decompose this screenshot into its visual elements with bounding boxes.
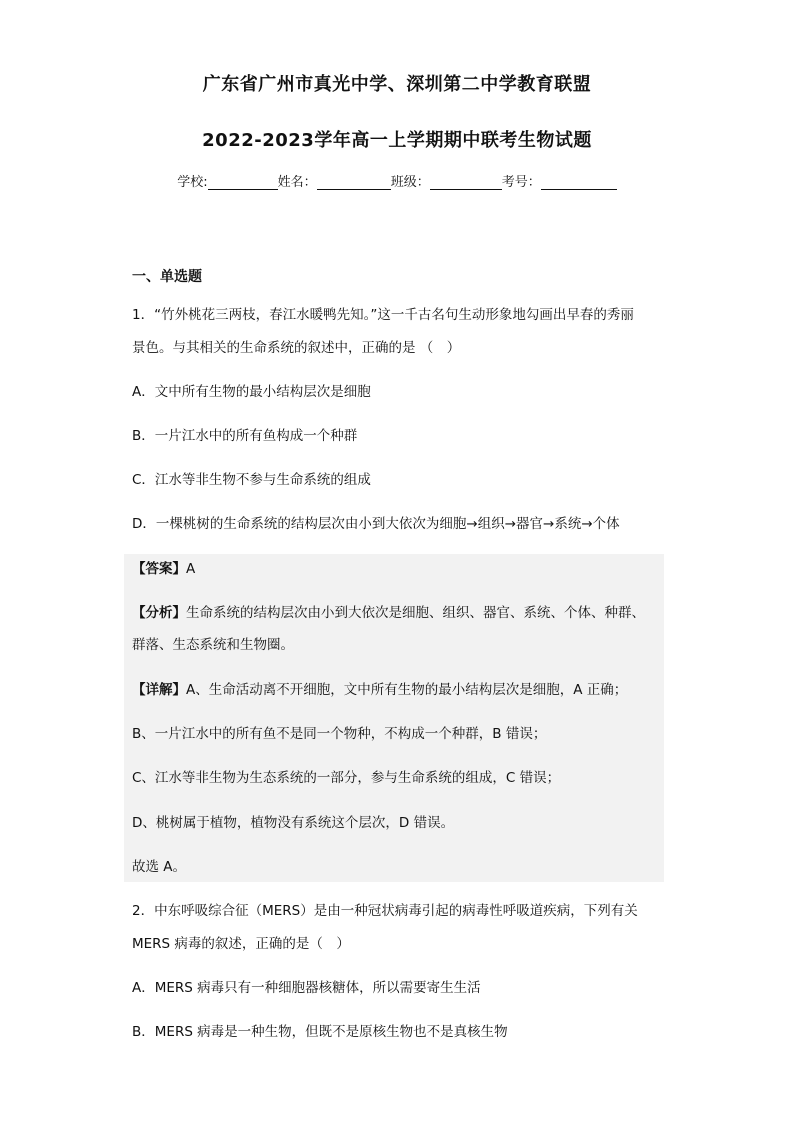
q2-stem-line2: MERS 病毒的叙述，正确的是（ ）	[132, 936, 350, 952]
detail-b: B、一片江水中的所有鱼不是同一个物种，不构成一个种群，B 错误；	[132, 726, 547, 742]
q1-option-c: C．江水等非生物不参与生命系统的组成	[132, 472, 371, 488]
analysis-line1: 生命系统的结构层次由小到大依次是细胞、组织、器官、系统、个体、种群、	[186, 605, 645, 621]
detail-row	[132, 680, 627, 700]
q1-stem-line1: 1．“竹外桃花三两枝，春江水暖鸭先知。”这一千古名句生动形象地勾画出早春的秀丽	[132, 307, 634, 323]
detail-d: D、桃树属于植物，植物没有系统这个层次，D 错误。	[132, 815, 455, 831]
exam-title-line2: 2022-2023学年高一上学期期中联考生物试题	[202, 130, 592, 151]
student-info-row	[0, 171, 794, 190]
exam-no-blank	[541, 175, 617, 190]
name-label: 姓名：	[277, 175, 317, 190]
exam-title-line1: 广东省广州市真光中学、深圳第二中学教育联盟	[202, 74, 592, 95]
answer-value: A	[186, 561, 196, 577]
q1-option-a: A．文中所有生物的最小结构层次是细胞	[132, 384, 371, 400]
q1-option-d: D．一棵桃树的生命系统的结构层次由小到大依次为细胞→组织→器官→系统→个体	[132, 516, 620, 532]
conclusion: 故选 A。	[132, 859, 187, 875]
q2-stem-line1: 2．中东呼吸综合征（MERS）是由一种冠状病毒引起的病毒性呼吸道疾病，下列有关	[132, 903, 638, 919]
class-blank	[430, 175, 502, 190]
analysis-tag: 【分析】	[132, 605, 186, 621]
school-blank	[208, 175, 278, 190]
answer-tag: 【答案】	[132, 561, 186, 577]
section-title: 一、单选题	[132, 269, 202, 285]
q1-stem-line2: 景色。与其相关的生命系统的叙述中，正确的是 （ ）	[132, 340, 461, 356]
class-label: 班级：	[390, 175, 430, 190]
analysis-row	[132, 603, 645, 623]
school-label: 学校:	[177, 175, 208, 190]
answer-row	[132, 559, 195, 579]
analysis-line2: 群落、生态系统和生物圈。	[132, 637, 294, 653]
q1-option-b: B．一片江水中的所有鱼构成一个种群	[132, 428, 358, 444]
q2-option-b: B．MERS 病毒是一种生物，但既不是原核生物也不是真核生物	[132, 1024, 508, 1040]
exam-no-label: 考号：	[501, 175, 541, 190]
q2-option-a: A．MERS 病毒只有一种细胞器核糖体，所以需要寄生生活	[132, 980, 481, 996]
detail-c: C、江水等非生物为生态系统的一部分，参与生命系统的组成，C 错误；	[132, 770, 561, 786]
detail-a: A、生命活动离不开细胞，文中所有生物的最小结构层次是细胞，A 正确；	[186, 682, 628, 698]
detail-tag: 【详解】	[132, 682, 186, 698]
name-blank	[317, 175, 391, 190]
